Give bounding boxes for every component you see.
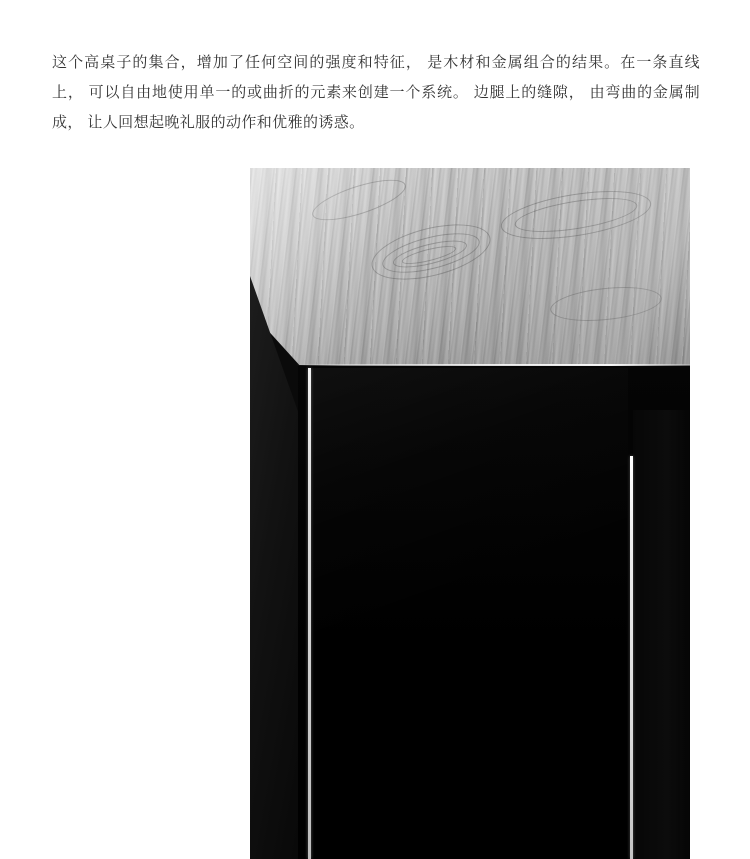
table-corner-metal-edge <box>308 368 311 859</box>
wood-grain-knot-icon <box>513 191 640 238</box>
product-image <box>250 168 690 859</box>
wood-grain-knot-icon <box>308 172 410 229</box>
wood-grain-knot-icon <box>366 214 496 290</box>
description-block <box>52 48 700 138</box>
wood-grain-knot-icon <box>498 182 655 247</box>
wood-grain-knot-icon <box>391 235 470 273</box>
wood-grain-knot-icon <box>549 282 664 326</box>
wood-grain-knot-icon <box>400 242 457 267</box>
table-right-side-panel <box>633 410 690 859</box>
table-leg-metal-gap <box>630 456 633 859</box>
table-edge-highlight <box>296 364 690 366</box>
product-description-text: 这个高桌子的集合，增加了任何空间的强度和特征， 是木材和金属组合的结果。在一条直线上， 可以自由地使用单一的或曲折的元素来创建一个系统。 边腿上的缝隙， 由弯曲的金属制成， 让人回想起晚礼服的动作和优雅的诱惑。 <box>52 54 700 131</box>
wood-grain-knot-icon <box>379 225 484 280</box>
